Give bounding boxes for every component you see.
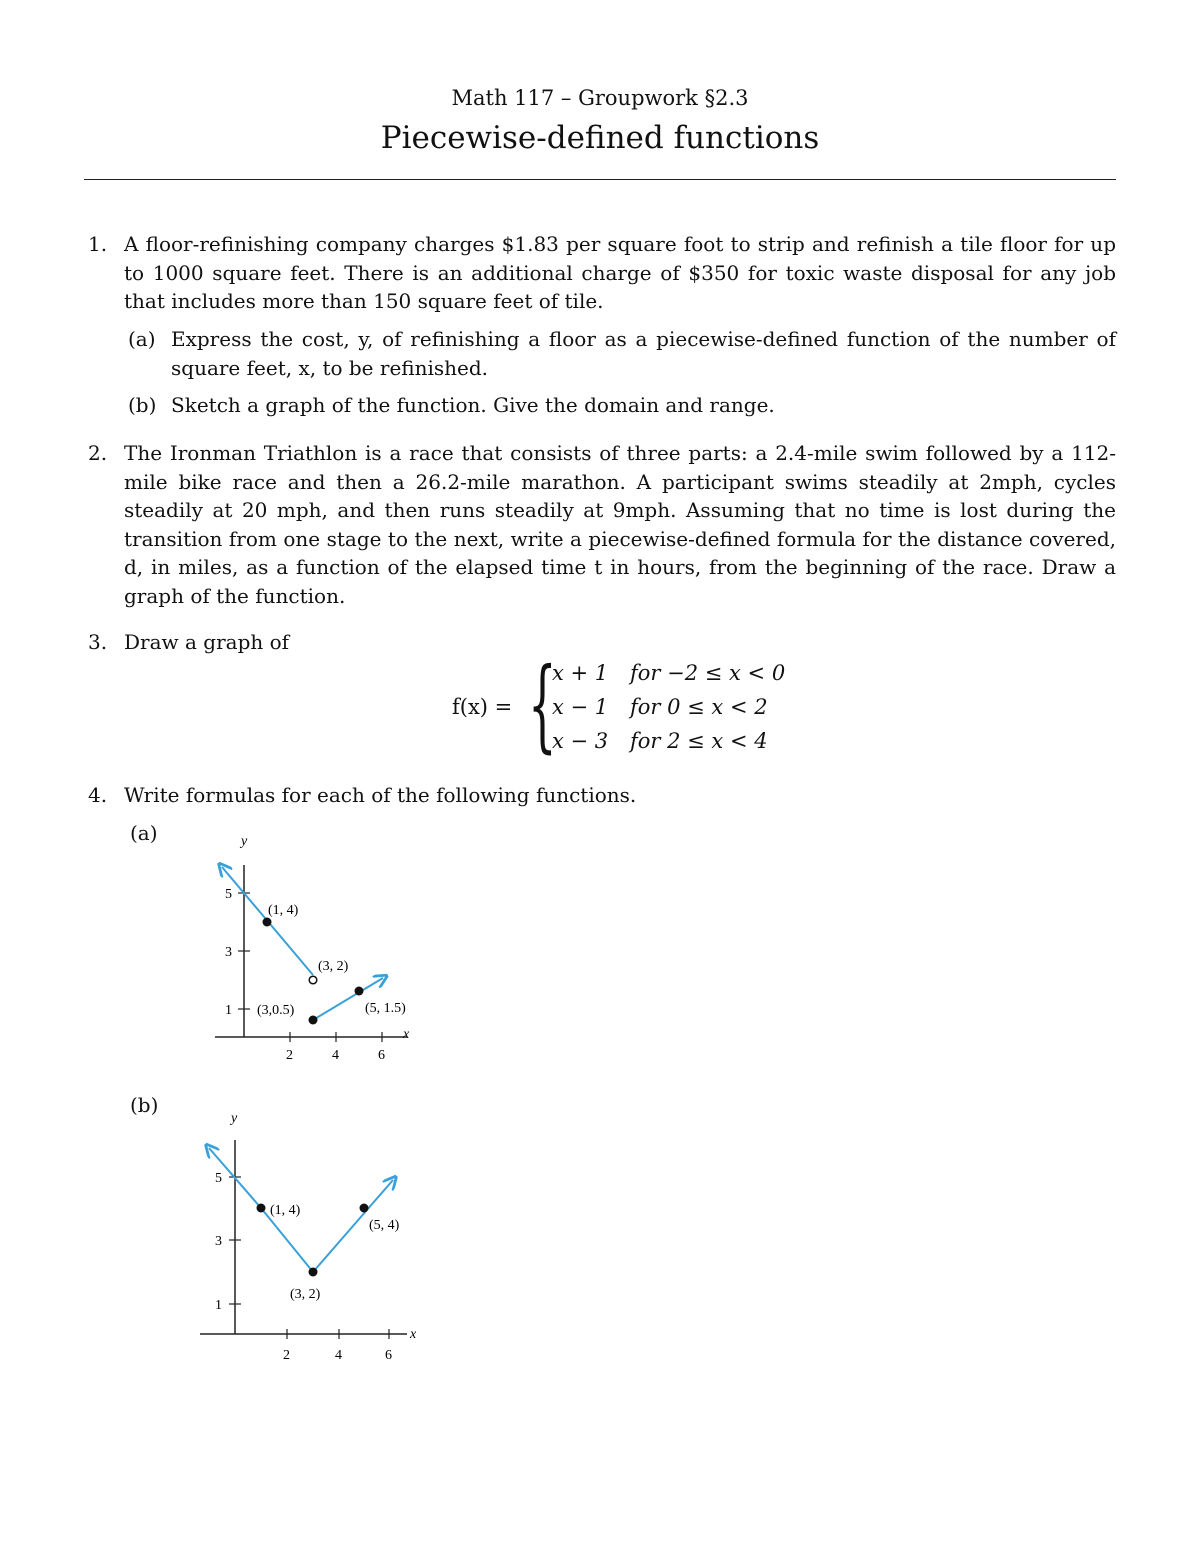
problem-number: 4. bbox=[88, 783, 108, 807]
point-label: (3, 2) bbox=[318, 959, 349, 974]
point-label: (3, 2) bbox=[290, 1287, 321, 1302]
function-lhs: f(x) = bbox=[452, 695, 513, 719]
x-tick-label: 2 bbox=[286, 1048, 293, 1063]
part-label: (a) bbox=[128, 327, 156, 351]
x-tick-label: 4 bbox=[335, 1348, 342, 1363]
x-tick-label: 2 bbox=[283, 1348, 290, 1363]
piece-expr-3: x − 3 bbox=[552, 729, 609, 753]
piece-expr-2: x − 1 bbox=[552, 695, 609, 719]
course-heading: Math 117 – Groupwork §2.3 bbox=[451, 86, 749, 110]
problem-text: A floor-refinishing company charges $1.83 per square foot to strip and refinish a tile floor for up to 1000 square feet. There is an additional charge of $350 for toxic waste disposal for any job that includes more than 150 square feet of tile. bbox=[124, 232, 1116, 313]
part-text: Sketch a graph of the function. Give the domain and range. bbox=[171, 393, 775, 417]
point-5-1.5 bbox=[355, 987, 364, 996]
piece-cond-3: for 2 ≤ x < 4 bbox=[630, 729, 768, 753]
graph-a bbox=[195, 825, 435, 1070]
point-3-2 bbox=[309, 1268, 318, 1277]
y-tick-label: 5 bbox=[215, 1171, 222, 1186]
figure-a-label: (a) bbox=[130, 821, 158, 845]
problem-1a bbox=[124, 325, 1116, 382]
x-tick-label: 4 bbox=[332, 1048, 339, 1063]
y-axis-label: y bbox=[231, 1111, 238, 1126]
y-tick-label: 3 bbox=[215, 1234, 222, 1249]
piece-expr-1: x + 1 bbox=[552, 661, 609, 685]
graph-b bbox=[195, 1100, 435, 1370]
point-1-4 bbox=[263, 918, 272, 927]
problem-text: Write formulas for each of the following functions. bbox=[124, 783, 637, 807]
point-5-4 bbox=[360, 1204, 369, 1213]
point-3-0.5 bbox=[309, 1016, 318, 1025]
problem-3 bbox=[88, 628, 1116, 657]
piece-cond-1: for −2 ≤ x < 0 bbox=[630, 661, 786, 685]
problem-text: Draw a graph of bbox=[124, 630, 290, 654]
point-label: (1, 4) bbox=[270, 1203, 301, 1218]
left-brace: { bbox=[528, 646, 557, 763]
y-tick-label: 5 bbox=[225, 887, 232, 902]
problem-1 bbox=[88, 230, 1116, 316]
y-tick-label: 3 bbox=[225, 945, 232, 960]
part-label: (b) bbox=[128, 393, 157, 417]
y-tick-label: 1 bbox=[225, 1003, 232, 1018]
point-label: (5, 1.5) bbox=[365, 1001, 406, 1016]
figure-b-label: (b) bbox=[130, 1093, 159, 1117]
problem-number: 2. bbox=[88, 441, 108, 465]
problem-number: 1. bbox=[88, 232, 108, 256]
x-tick-label: 6 bbox=[385, 1348, 392, 1363]
point-1-4 bbox=[257, 1204, 266, 1213]
point-label: (5, 4) bbox=[369, 1218, 400, 1233]
title-divider bbox=[84, 179, 1116, 180]
problem-text: The Ironman Triathlon is a race that consists of three parts: a 2.4-mile swim followed by a 112-mile bike race and then a 26.2-mile marathon. A participant swims steadily at 2mph, cycles steadily at 20 mph, and then runs steadily at 9mph. Assuming that no time is lost during the transition from one stage to the next, write a piecewise-defined formula for the distance covered, d, in miles, as a function of the elapsed time t in hours, from the beginning of the race. Draw a graph of the function. bbox=[124, 441, 1116, 608]
problem-4 bbox=[88, 781, 1116, 810]
point-3-2-open bbox=[309, 976, 317, 984]
x-axis-label: x bbox=[410, 1327, 417, 1342]
problem-number: 3. bbox=[88, 630, 108, 654]
problem-2 bbox=[88, 439, 1116, 610]
part-text: Express the cost, y, of refinishing a floor as a piecewise-defined function of the number of square feet, x, to be refinished. bbox=[171, 327, 1116, 380]
point-label: (3,0.5) bbox=[257, 1003, 295, 1018]
point-label: (1, 4) bbox=[268, 903, 299, 918]
x-tick-label: 6 bbox=[378, 1048, 385, 1063]
page-title: Piecewise-defined functions bbox=[380, 120, 820, 156]
piece-cond-2: for 0 ≤ x < 2 bbox=[630, 695, 768, 719]
y-tick-label: 1 bbox=[215, 1298, 222, 1313]
problem-1b bbox=[124, 391, 1116, 420]
x-axis-label: x bbox=[403, 1027, 410, 1042]
y-axis-label: y bbox=[241, 834, 248, 849]
